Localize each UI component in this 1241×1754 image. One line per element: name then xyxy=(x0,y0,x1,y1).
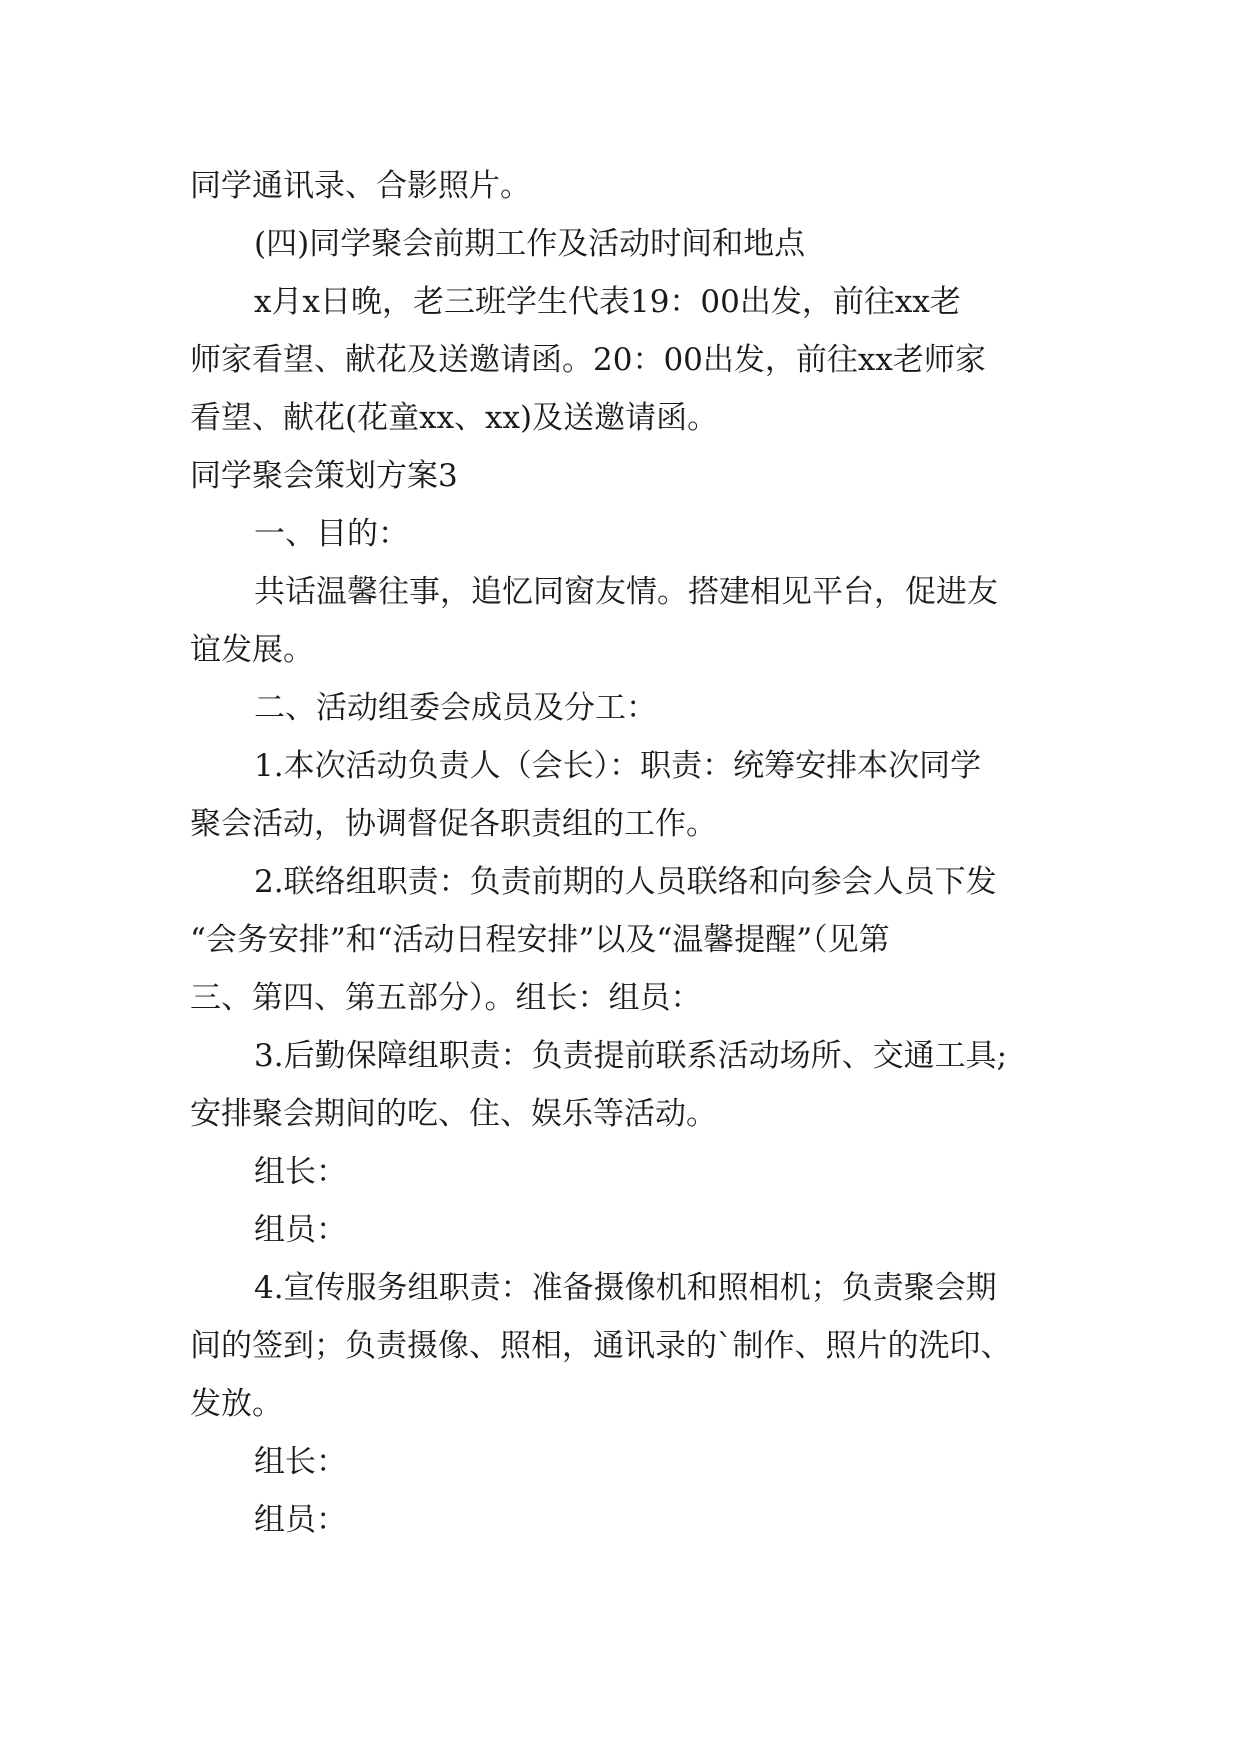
paragraph-line: x月x日晚，老三班学生代表19：00出发，前往xx老 xyxy=(254,284,961,320)
paragraph-line: 安排聚会期间的吃、住、娱乐等活动。 xyxy=(190,1096,717,1132)
paragraph-line: 组长： xyxy=(254,1444,347,1480)
paragraph-line: 共话温馨往事，追忆同窗友情。搭建相见平台，促进友 xyxy=(254,574,998,610)
paragraph-line: 看望、献花(花童xx、xx)及送邀请函。 xyxy=(190,400,719,436)
paragraph-line: 组长： xyxy=(254,1154,347,1190)
paragraph-line: 组员： xyxy=(254,1502,347,1538)
paragraph-line: 3.后勤保障组职责：负责提前联系活动场所、交通工具; xyxy=(254,1038,1008,1074)
paragraph-line: 2.联络组职责：负责前期的人员联络和向参会人员下发 xyxy=(254,864,997,900)
section-heading: (四)同学聚会前期工作及活动时间和地点 xyxy=(254,226,806,262)
paragraph-line: 师家看望、献花及送邀请函。20：00出发，前往xx老师家 xyxy=(190,342,986,378)
paragraph-line: 三、第四、第五部分）。组长：组员： xyxy=(190,980,702,1016)
paragraph-line: 4.宣传服务组职责：准备摄像机和照相机；负责聚会期 xyxy=(254,1270,997,1306)
paragraph-line: 组员： xyxy=(254,1212,347,1248)
paragraph-line: 1.本次活动负责人（会长）：职责：统筹安排本次同学 xyxy=(254,748,982,784)
section-heading: 二、活动组委会成员及分工： xyxy=(254,690,657,726)
paragraph-line: 聚会活动，协调督促各职责组的工作。 xyxy=(190,806,717,842)
document-body xyxy=(190,157,1070,1549)
paragraph-line: 同学通讯录、合影照片。 xyxy=(190,168,531,204)
paragraph-line: “会务安排”和“活动日程安排”以及“温馨提醒”（见第 xyxy=(190,922,890,958)
paragraph-line: 谊发展。 xyxy=(190,632,314,668)
paragraph-line: 间的签到；负责摄像、照相，通讯录的`制作、照片的洗印、 xyxy=(190,1328,1012,1364)
paragraph-line: 发放。 xyxy=(190,1386,283,1422)
section-heading: 一、目的： xyxy=(254,516,409,552)
document-title: 同学聚会策划方案3 xyxy=(190,458,458,494)
